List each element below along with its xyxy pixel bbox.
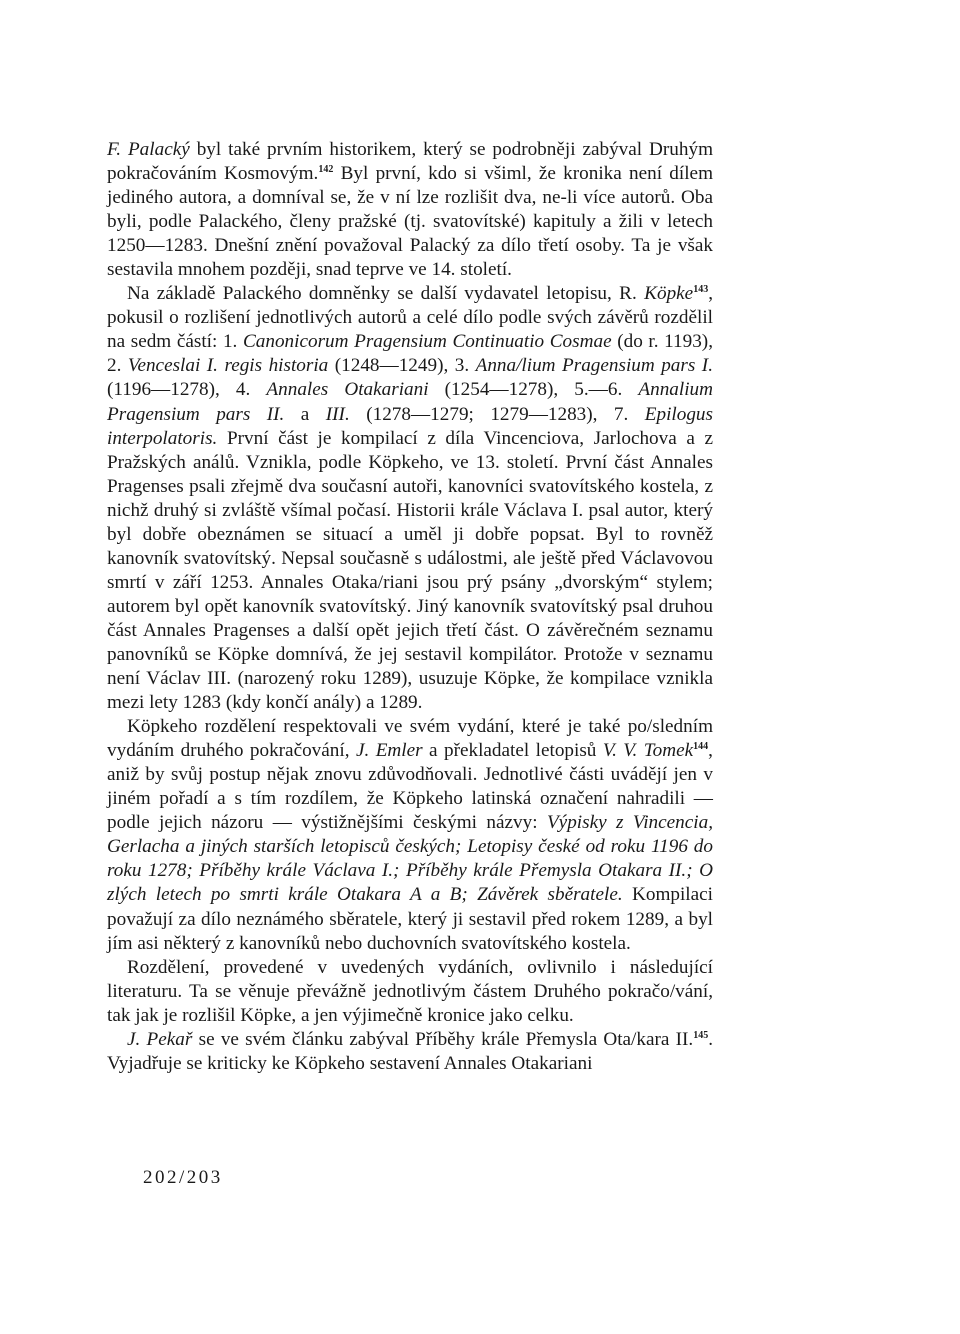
text-run: , aniž by svůj postup nějak znovu zdůvodňovali. Jednotlivé části uvádějí jen v jiném pořadí a s tím rozdílem, že Köpkeho latinská označení nahradili — podle jejich názoru — výstižnějšími českými názvy:	[107, 740, 713, 834]
italic-text: Annales Otakariani	[266, 379, 429, 401]
italic-text: Annalium Pragensium pars II.	[107, 379, 713, 425]
page-number: 202/203	[143, 1167, 223, 1188]
footnote-ref: 143	[693, 284, 709, 296]
footnote-ref: 144	[693, 741, 709, 753]
italic-text: Canonicorum Pragensium Continuatio Cosmae	[242, 331, 612, 353]
text-run: byl také prvním historikem, který se podrobněji zabýval Druhým pokračováním Kosmovým.	[107, 139, 713, 185]
italic-text: F. Palacký	[107, 139, 190, 160]
text-run: (1248—1249), 3.	[328, 355, 476, 377]
footnote-ref: 142	[318, 164, 334, 176]
text-run: Kompilaci považují za dílo neznámého sběratele, který ji sestavil před rokem 1289, a byl jím asi některý z kanovníků nebo duchovních svatovítského kostela.	[107, 884, 713, 954]
paragraph	[107, 956, 713, 1028]
italic-text: J. Pekař	[127, 1028, 193, 1050]
text-run: První část je kompilací z díla Vincenciova, Jarlochova a z Pražských análů. Vznikla, podle Köpkeho, ve 13. století. První část Annales Pragenses psali zřejmě dva současní autoři, kanovníci svatovítského kostela, z nichž druhý si zvláště všímal počasí. Historii krále Václava I. psal autor, který byl dobře obeznámen se situací a uměl ji dobře popsat. Byl to rovněž kanovník svatovítský. Nepsal současně s událostmi, ale ještě před Václavovou smrtí v září 1253. Annales Otaka/riani jsou prý psány „dvorským“ stylem; autorem byl opět kanovník svatovítský. Jiný kanovník svatovítský psal druhou část Annales Pragenses a další opět jejich třetí část. O závěrečném seznamu panovníků se Köpke domnívá, že jej sestavil kompilátor. Protože v seznamu není Václav III. (narozený roku 1289), usuzuje Köpke, že kompilace vznikla mezi lety 1283 (kdy končí anály) a 1289.	[107, 427, 713, 714]
text-run: . Vyjadřuje se kriticky ke Köpkeho sestavení Annales Otakariani	[107, 1028, 713, 1074]
text-run: Rozdělení, provedené v uvedených vydáních, ovlivnilo i následující literaturu. Ta se věnuje převážně jednotlivým částem Druhého pokračo/vání, tak jak je rozlišil Köpke, a jen výjimečně kronice jako celku.	[107, 956, 713, 1026]
italic-text: J. Emler	[355, 740, 423, 762]
paragraph	[107, 715, 713, 955]
text-run: a	[284, 403, 326, 425]
italic-text: Köpke	[644, 283, 694, 305]
footnote-ref: 145	[693, 1029, 709, 1041]
text-run: Köpkeho rozdělení respektovali ve svém vydání, které je také po/sledním vydáním druhého pokračování,	[107, 716, 713, 762]
text-run: Na základě Palackého domněnky se další vydavatel letopisu, R.	[127, 283, 645, 305]
text-run: a překladatel letopisů	[422, 740, 603, 762]
text-run: (do r. 1193), 2.	[107, 331, 713, 377]
text-run: , pokusil o rozlišení jednotlivých autorů a celé dílo podle svých závěrů rozdělil na sedm částí: 1.	[107, 283, 713, 353]
paragraph	[107, 138, 713, 282]
text-run: Byl první, kdo si všiml, že kronika není dílem jediného autora, a domníval se, že v ní lze rozlišit dva, ne-li více autorů. Oba byli, podle Palackého, členy pražské (tj. svatovítské) kapituly a žili v letech 1250—1283. Dnešní znění považoval Palacký za dílo třetí osoby. Ta je však sestavila mnohem později, snad teprve ve 14. století.	[107, 163, 714, 281]
text-run: se ve svém článku zabýval Příběhy krále Přemysla Ota/kara II.	[192, 1028, 694, 1050]
paragraph	[107, 282, 713, 715]
italic-text: III.	[325, 403, 350, 425]
paragraph	[107, 1028, 713, 1076]
italic-text: Venceslai I. regis historia	[127, 355, 329, 377]
body-text	[107, 138, 713, 1076]
italic-text: V. V. Tomek	[602, 740, 694, 762]
text-run: (1196—1278), 4.	[107, 379, 267, 401]
italic-text: Epilogus interpolatoris.	[107, 403, 713, 449]
text-run: (1278—1279; 1279—1283), 7.	[349, 403, 645, 425]
text-run: (1254—1278), 5.—6.	[428, 379, 639, 401]
italic-text: Výpisky z Vincencia, Gerlacha a jiných starších letopisců českých; Letopisy české od roku 1196 do roku 1278; Příběhy krále Václava I.; Příběhy krále Přemysla Otakara II.; O zlých letech po smrti krále Otakara A a B; Závěrek sběratele.	[107, 812, 713, 906]
italic-text: Anna/lium Pragensium pars I.	[475, 355, 713, 377]
